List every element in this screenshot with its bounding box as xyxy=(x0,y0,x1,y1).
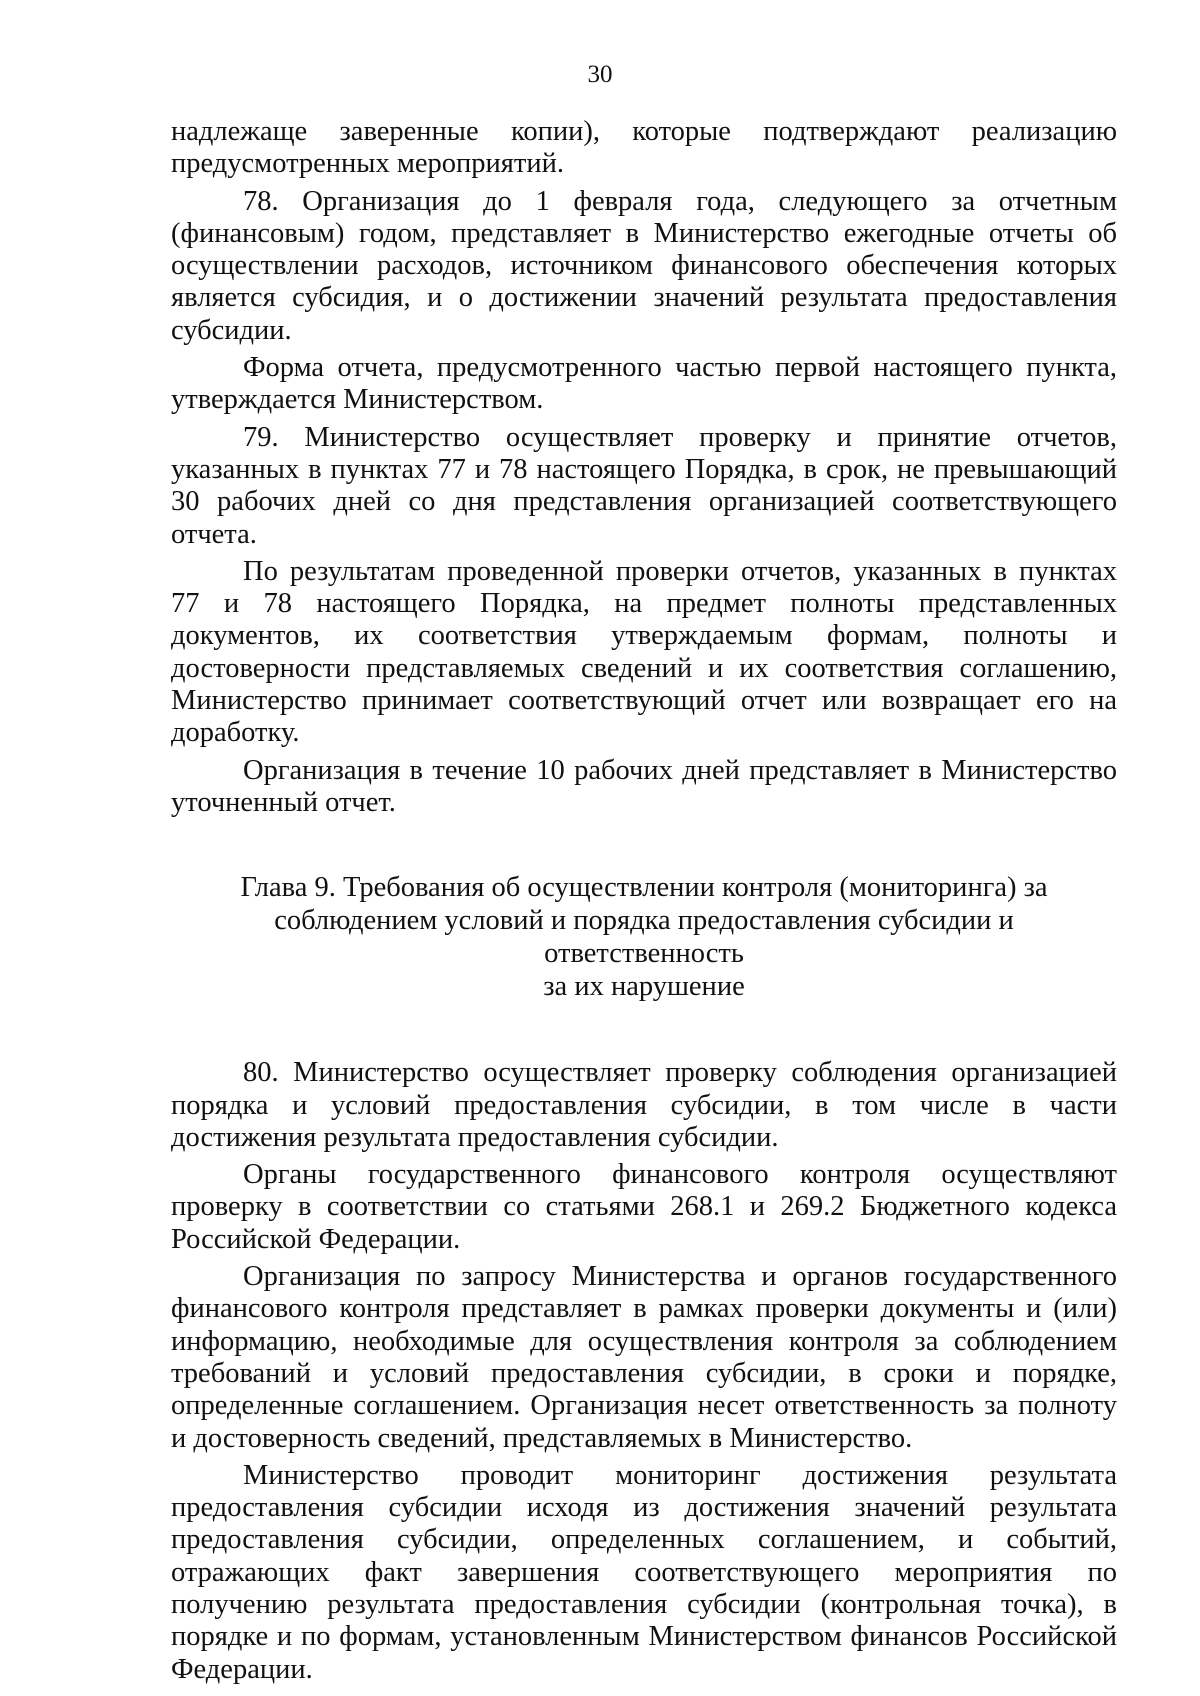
paragraph: Министерство проводит мониторинг достижения результата предоставления субсидии исходя из достижения значений результата предоставления субсидии, определенных соглашением, и событий, отражающих факт завершения соответствующего мероприятия по получению результата предоставления субсидии (контрольная точка), в порядке и по формам, установленным Министерством финансов Российской Федерации. xyxy=(171,1459,1117,1685)
chapter-heading xyxy=(171,871,1117,1003)
chapter-heading-line: Глава 9. Требования об осуществлении контроля (мониторинга) за xyxy=(240,872,1048,904)
paragraph: Организация по запросу Министерства и органов государственного финансового контроля представляет в рамках проверки документы и (или) информацию, необходимые для осуществления контроля за соблюдением требований и условий предоставления субсидии, в сроки и порядке, определенные соглашением. Организация несет ответственность за полноту и достоверность сведений, представляемых в Министерство. xyxy=(171,1261,1117,1454)
chapter-heading-line: за их нарушение xyxy=(543,971,745,1003)
paragraph: Органы государственного финансового контроля осуществляют проверку в соответствии со статьями 268.1 и 269.2 Бюджетного кодекса Российской Федерации. xyxy=(171,1159,1117,1255)
paragraph-item-80: 80. Министерство осуществляет проверку соблюдения организацией порядка и условий предоставления субсидии, в том числе в части достижения результата предоставления субсидии. xyxy=(171,1057,1117,1153)
paragraph: По результатам проведенной проверки отчетов, указанных в пунктах 77 и 78 настоящего Порядка, на предмет полноты представленных документов, их соответствия утверждаемым формам, полноты и достоверности представляемых сведений и их соответствия соглашению, Министерство принимает соответствующий отчет или возвращает его на доработку. xyxy=(171,555,1117,749)
page-number: 30 xyxy=(587,61,613,88)
chapter-heading-line: соблюдением условий и порядка предоставления субсидии и ответственность xyxy=(274,905,1014,970)
paragraph-item-79: 79. Министерство осуществляет проверку и принятие отчетов, указанных в пунктах 77 и 78 настоящего Порядка, в срок, не превышающий 30 рабочих дней со дня представления организацией соответствующего отчета. xyxy=(171,421,1117,550)
paragraph: надлежаще заверенные копии), которые подтверждают реализацию предусмотренных мероприятий. xyxy=(171,116,1117,180)
document-body xyxy=(171,116,1117,1691)
paragraph: Форма отчета, предусмотренного частью первой настоящего пункта, утверждается Министерством. xyxy=(171,352,1117,416)
paragraph: Организация в течение 10 рабочих дней представляет в Министерство уточненный отчет. xyxy=(171,754,1117,818)
paragraph-item-78: 78. Организация до 1 февраля года, следующего за отчетным (финансовым) годом, представляет в Министерство ежегодные отчеты об осуществлении расходов, источником финансового обеспечения которых является субсидия, и о достижении значений результата предоставления субсидии. xyxy=(171,185,1117,346)
